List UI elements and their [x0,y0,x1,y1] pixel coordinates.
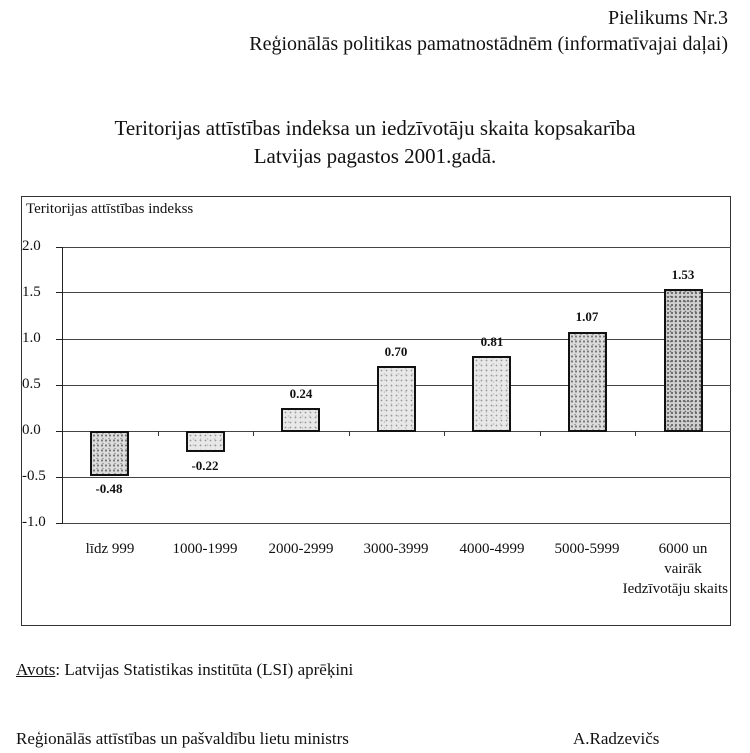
bar-3000-3999 [377,366,416,432]
x-axis-line [62,523,731,524]
x-category-label: 6000 un [658,541,708,557]
x-category-label: 3000-3999 [363,541,429,557]
source-text: : Latvijas Statistikas institūta (LSI) aprēķini [55,660,354,679]
chart-frame [21,196,731,626]
gridline-2.0 [62,247,731,248]
x-tickmark [253,431,254,436]
x-axis-title: Iedzīvotāju skaits [622,581,728,597]
y-tick-1.5: 1.5 [22,284,41,300]
bar-4000-4999 [472,356,511,432]
bar-lidz-999 [90,431,129,476]
gridline-1.5 [62,292,731,293]
x-category-label: 2000-2999 [268,541,334,557]
source-note [16,660,353,680]
value-label: -0.48 [95,481,123,496]
x-tickmark [635,431,636,436]
x-category-label: 1000-1999 [172,541,238,557]
gridline-neg0.5 [62,477,731,478]
y-tick-2.0: 2.0 [22,238,41,254]
x-tickmark [158,431,159,436]
value-label: 1.07 [575,309,599,324]
y-tick-1.0: 1.0 [22,330,41,346]
signatory-name: A.Radzevičs [573,729,660,748]
gridline-1.0 [62,339,731,340]
bar-6000-un-vairak [664,289,703,432]
y-tick-neg0.5: -0.5 [22,468,46,484]
x-category-label-cont: vairāk [664,561,702,577]
chart-title-line1: Teritorijas attīstības indeksa un iedzīvotāju skaita kopsakarība [114,116,636,140]
value-label: 0.70 [384,344,408,359]
x-tickmark [540,431,541,436]
appendix-subtitle: Reģionālās politikas pamatnostādnēm (informatīvajai daļai) [249,33,728,55]
value-label: 0.24 [289,386,313,401]
value-label: -0.22 [191,458,219,473]
x-category-label: 4000-4999 [459,541,525,557]
value-label: 1.53 [671,267,695,282]
y-tick-0.0: 0.0 [22,422,41,438]
bar-2000-2999 [281,408,320,432]
y-axis-line [62,247,63,524]
chart-title-line2: Latvijas pagastos 2001.gadā. [253,144,497,168]
bar-1000-1999 [186,431,225,452]
y-axis-label: Teritorijas attīstības indekss [26,201,194,217]
y-tick-0.5: 0.5 [22,376,41,392]
x-category-label: 5000-5999 [554,541,620,557]
bar-5000-5999 [568,332,607,432]
value-label: 0.81 [480,334,504,349]
x-tickmark [444,431,445,436]
signatory-position: Reģionālās attīstības un pašvaldību lietu ministrs [16,729,349,748]
appendix-number: Pielikums Nr.3 [607,7,728,29]
x-tickmark [349,431,350,436]
x-category-label: līdz 999 [85,541,135,557]
y-tick-neg1.0: -1.0 [22,514,46,530]
source-label: Avots [16,660,56,679]
